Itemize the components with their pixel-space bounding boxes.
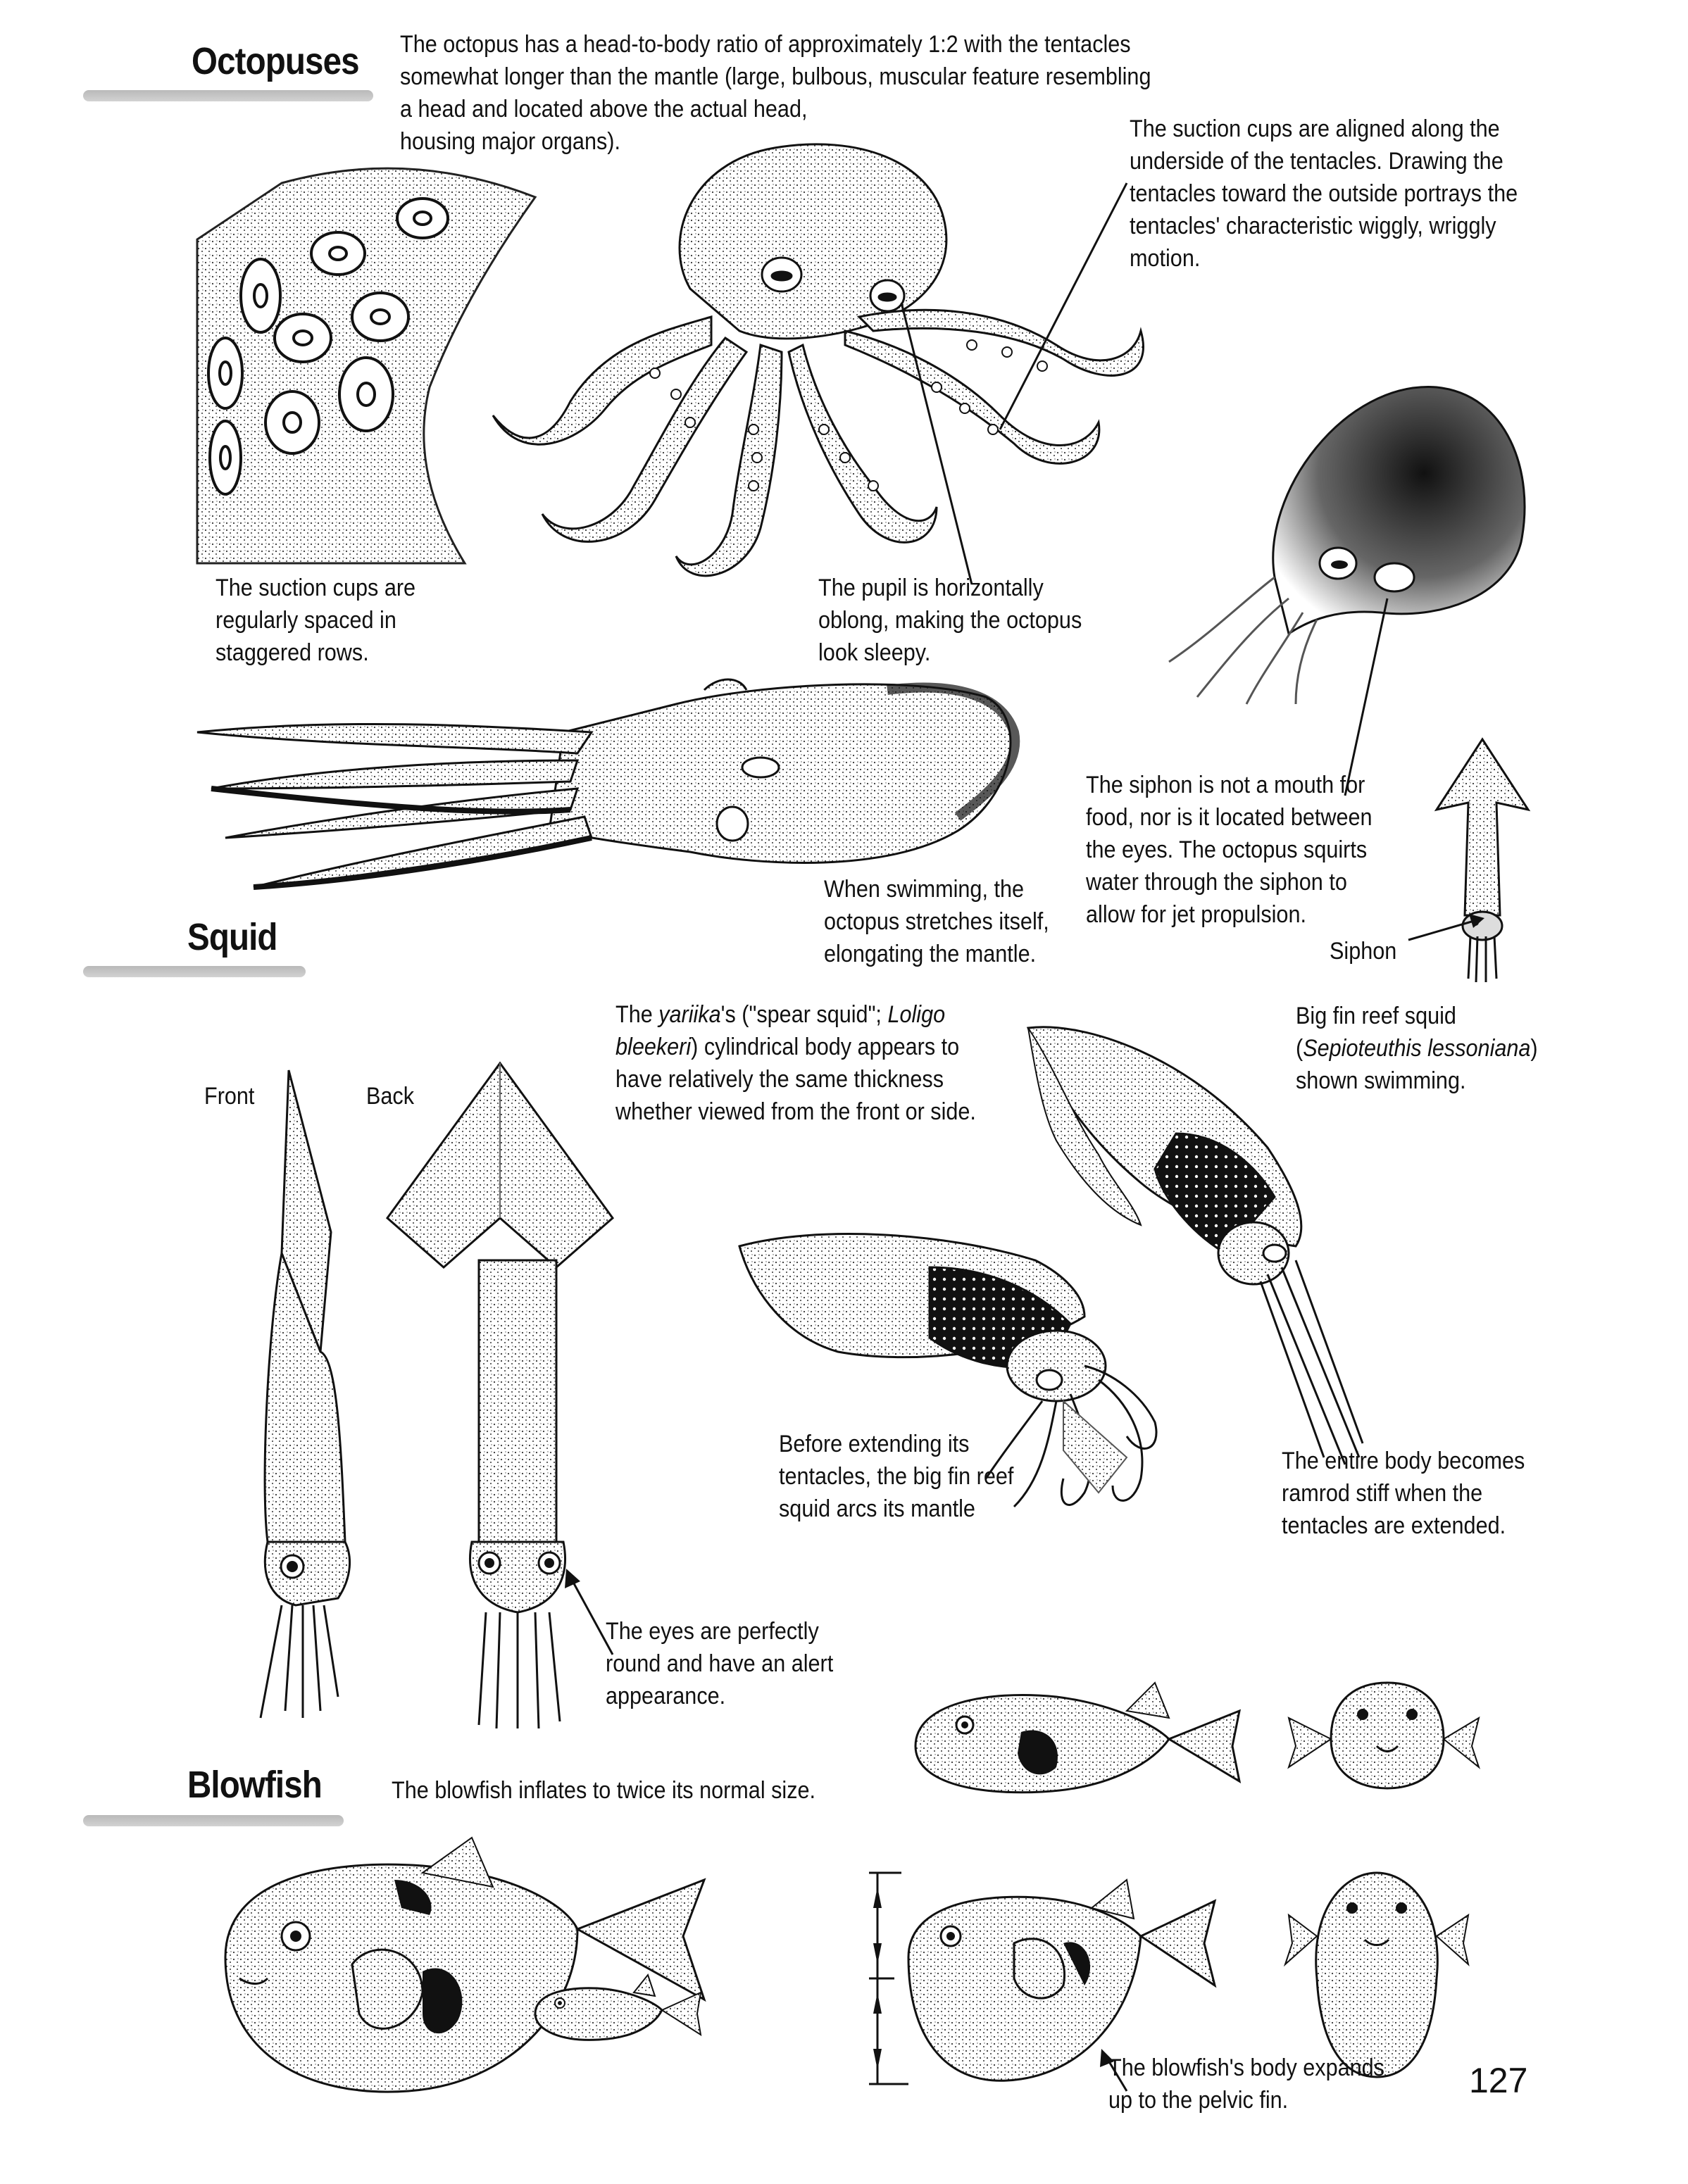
eyes-caption: The eyes are perfectly round and have an alert appearance. bbox=[606, 1618, 834, 1709]
bigfin-caption: Big fin reef squid (Sepioteuthis lessoniana) shown swimming. bbox=[1296, 1003, 1538, 1094]
section-rule-blowfish bbox=[83, 1815, 344, 1826]
section-heading-blowfish: Blowfish bbox=[187, 1764, 322, 1806]
section-rule-squid bbox=[83, 966, 306, 977]
octopus-head-illustration bbox=[1169, 366, 1535, 704]
pupil-caption: The pupil is horizontally oblong, making the octopus look sleepy. bbox=[818, 575, 1082, 666]
swimming-caption: When swimming, the octopus stretches itself, elongating the mantle. bbox=[824, 876, 1049, 967]
blowfish-small-illustration bbox=[528, 1971, 704, 2049]
pelvic-caption: The blowfish's body expands up to the pelvic fin. bbox=[1108, 2054, 1384, 2114]
suction-rows-caption: The suction cups are regularly spaced in staggered rows. bbox=[215, 575, 416, 666]
back-label: Back bbox=[366, 1083, 415, 1110]
suction-underside-caption: The suction cups are aligned along the underside of the tentacles. Drawing the tentacles toward the outside portrays the tentacles' characteristic wiggly, wriggly motion. bbox=[1130, 115, 1518, 272]
page-number: 127 bbox=[1469, 2061, 1528, 2100]
before-extending-caption: Before extending its tentacles, the big fin reef squid arcs its mantle bbox=[779, 1431, 1014, 1522]
yariika-caption: The yariika's ("spear squid"; Loligo bleekeri) cylindrical body appears to have relatively the same thickness whether viewed from the front or side. bbox=[615, 1001, 976, 1125]
siphon-caption: The siphon is not a mouth for food, nor is it located between the eyes. The octopus squirts water through the siphon to allow for jet propulsion. bbox=[1086, 772, 1373, 928]
siphon-label: Siphon bbox=[1330, 938, 1397, 965]
blowfish-normal-side-illustration bbox=[901, 1669, 1254, 1809]
siphon-arrow bbox=[1408, 901, 1493, 958]
ramrod-caption: The entire body becomes ramrod stiff when the tentacles are extended. bbox=[1282, 1448, 1525, 1539]
section-heading-squid: Squid bbox=[187, 916, 277, 958]
squid-front-illustration bbox=[239, 1063, 366, 1725]
front-label: Front bbox=[204, 1083, 255, 1110]
section-heading-octopuses: Octopuses bbox=[192, 40, 359, 82]
blowfish-normal-front-illustration bbox=[1282, 1676, 1486, 1795]
squid-back-illustration bbox=[380, 1056, 620, 1732]
blowfish-inflates-caption: The blowfish inflates to twice its normal size. bbox=[392, 1777, 816, 1804]
octopus-illustration bbox=[479, 134, 1204, 598]
section-rule-octopuses bbox=[83, 90, 373, 101]
octopus-intro-text: The octopus has a head-to-body ratio of approximately 1:2 with the tentacles somewhat longer than the mantle (large, bulbous, muscular feature resembling a head and located above the actual head, housing major organs). bbox=[400, 31, 1151, 155]
